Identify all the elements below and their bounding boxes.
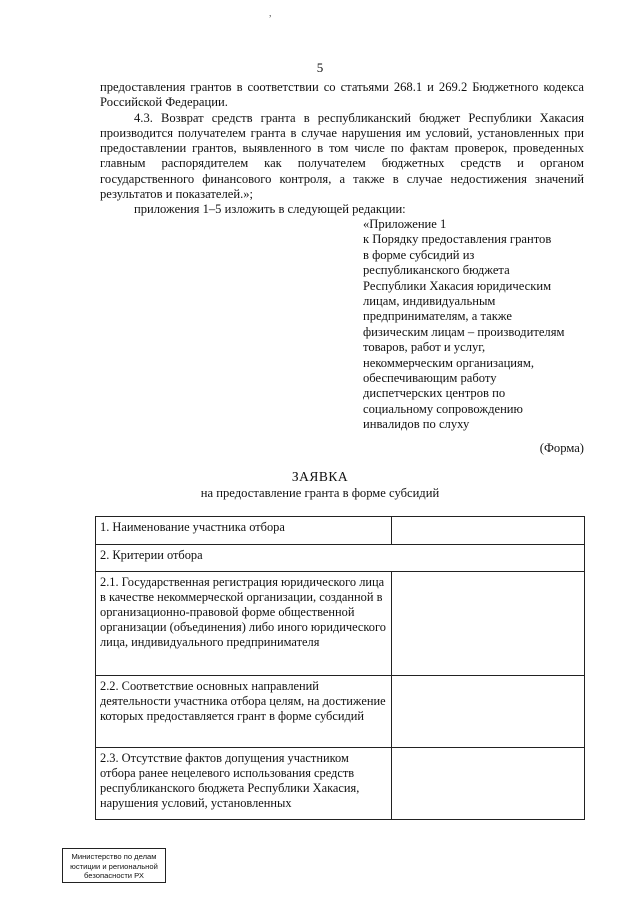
body-text [100, 80, 584, 218]
appendix-line: предпринимателям, а также [363, 309, 512, 324]
table-row [96, 676, 585, 748]
stamp-line: безопасности РХ [84, 871, 144, 881]
appendix-line: лицам, индивидуальным [363, 294, 496, 309]
section-label: 2. Критерии отбора [96, 545, 585, 572]
appendix-line: Республики Хакасия юридическим [363, 278, 552, 293]
appendix-line: в форме субсидий из [363, 247, 475, 262]
row-value-cell [392, 748, 585, 820]
appendix-line: диспетчерских центров по [363, 386, 506, 401]
document-subtitle: на предоставление гранта в форме субсидий [200, 486, 440, 500]
appendix-line: инвалидов по слуху [363, 417, 470, 432]
row-value-cell [392, 676, 585, 748]
appendix-line: физическим лицам – производителям [363, 324, 565, 339]
appendix-line: обеспечивающим работу [363, 371, 497, 386]
form-label: (Форма) [539, 441, 584, 455]
appendix-header [363, 217, 588, 433]
paragraph-1: предоставления грантов в соответствии со статьями 268.1 и 269.2 Бюджетного кодекса Российской Федерации. [100, 80, 584, 110]
appendix-line: социальному сопровождению [363, 401, 523, 416]
row-label: 1. Наименование участника отбора [96, 517, 392, 545]
paragraph-4-3: 4.3. Возврат средств гранта в республиканский бюджет Республики Хакасия производится получателем гранта в случае нарушения им условий, установленных при предоставлении грантов, выявленного в том числе по фактам проверок, проведенных главным распорядителем как получателем бюджетных средств и органом государственного финансового контроля, а также в случае недостижения значений результатов и показателей.»; [100, 110, 584, 202]
stamp-line: Министерство по делам [71, 852, 157, 861]
page-mark: , [269, 8, 272, 19]
appendix-line: некоммерческим организациям, [363, 355, 534, 370]
application-form-table [95, 516, 585, 820]
appendix-line: к Порядку предоставления грантов [363, 232, 552, 247]
row-label: 2.2. Соответствие основных направлений деятельности участника отбора целям, на достижение которых предоставляется грант в форме субсидий [96, 676, 392, 748]
paragraph-appendix-intro: приложения 1–5 изложить в следующей редакции: [134, 202, 406, 217]
row-label: 2.1. Государственная регистрация юридического лица в качестве некоммерческой организации, созданной в организационно-правовой форме общественной организации (объединения) либо иного юридического лица, индивидуального предпринимателя [96, 572, 392, 676]
table-row [96, 517, 585, 545]
appendix-line: «Приложение 1 [363, 217, 447, 231]
row-value-cell [392, 517, 585, 545]
appendix-line: республиканского бюджета [363, 263, 510, 278]
page-number: 5 [316, 60, 324, 75]
appendix-line: товаров, работ и услуг, [363, 340, 486, 355]
table-row [96, 748, 585, 820]
stamp-line: юстиции и региональной [70, 861, 158, 871]
table-row [96, 545, 585, 572]
ministry-stamp [62, 848, 166, 883]
table-row [96, 572, 585, 676]
row-value-cell [392, 572, 585, 676]
document-title: ЗАЯВКА [291, 469, 349, 484]
row-label: 2.3. Отсутствие фактов допущения участником отбора ранее нецелевого использования средств республиканского бюджета Республики Хакасия, нарушения условий, установленных [96, 748, 392, 820]
